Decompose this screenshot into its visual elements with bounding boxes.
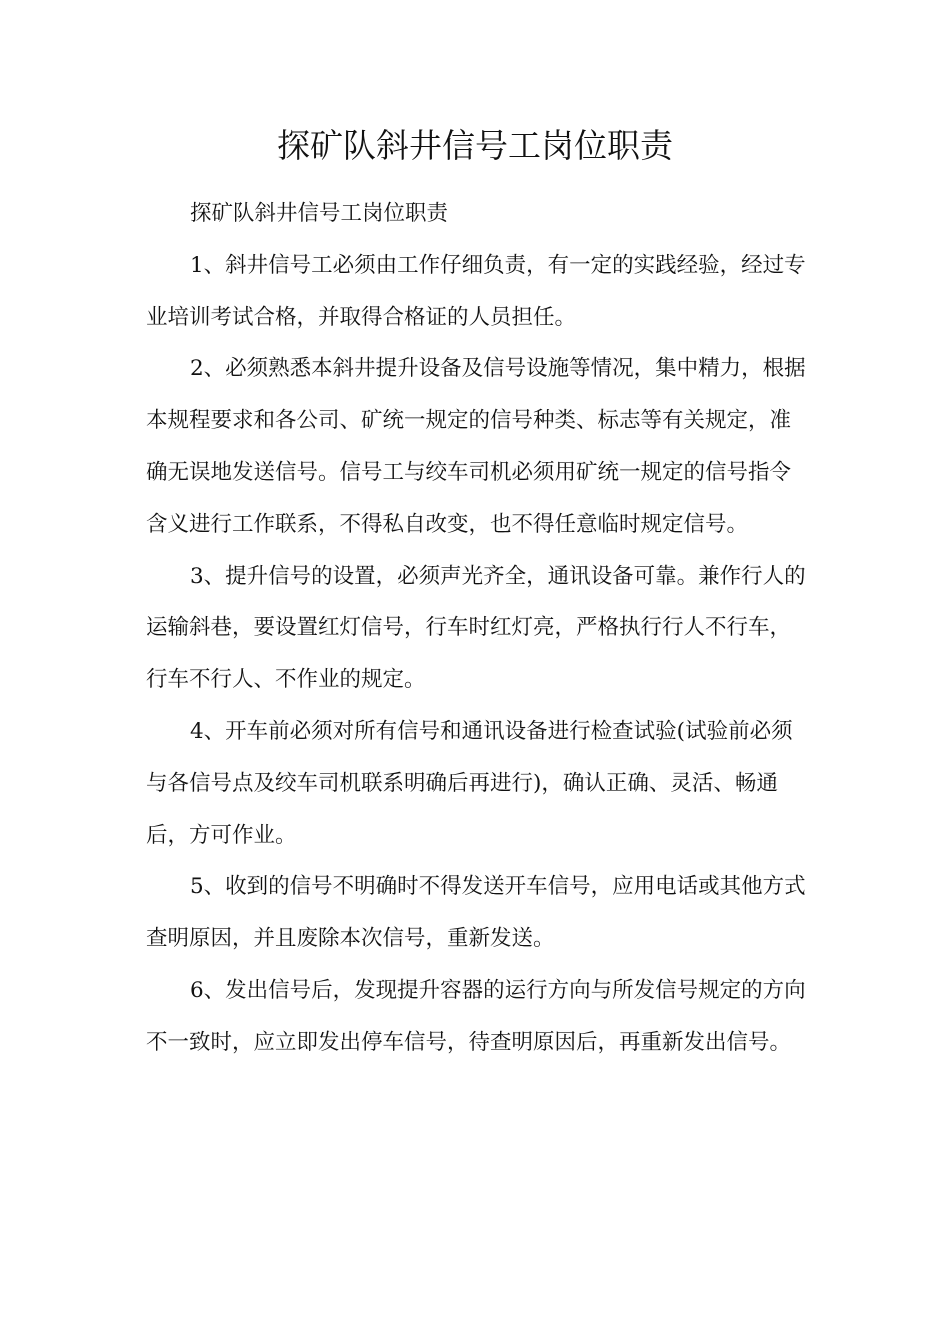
duty-paragraph-6: 6、发出信号后，发现提升容器的运行方向与所发信号规定的方向不一致时，应立即发出停车信号，待查明原因后，再重新发出信号。 <box>146 977 806 1055</box>
duty-paragraph-3: 3、提升信号的设置，必须声光齐全，通讯设备可靠。兼作行人的运输斜巷，要设置红灯信号，行车时红灯亮，严格执行行人不行车，行车不行人、不作业的规定。 <box>146 563 806 693</box>
duty-paragraph-1: 1、斜井信号工必须由工作仔细负责，有一定的实践经验，经过专业培训考试合格，并取得合格证的人员担任。 <box>146 252 806 330</box>
duty-paragraph-5: 5、收到的信号不明确时不得发送开车信号，应用电话或其他方式查明原因，并且废除本次信号，重新发送。 <box>146 874 806 952</box>
duty-paragraph-2: 2、必须熟悉本斜井提升设备及信号设施等情况，集中精力，根据本规程要求和各公司、矿统一规定的信号种类、标志等有关规定，准确无误地发送信号。信号工与绞车司机必须用矿统一规定的信号指令含义进行工作联系，不得私自改变，也不得任意临时规定信号。 <box>146 356 806 537</box>
document-body <box>146 188 806 1069</box>
document-title: 探矿队斜井信号工岗位职责 <box>277 126 673 165</box>
duty-paragraph-4: 4、开车前必须对所有信号和通讯设备进行检查试验(试验前必须与各信号点及绞车司机联系明确后再进行)，确认正确、灵活、畅通后，方可作业。 <box>146 718 793 848</box>
subtitle-paragraph: 探矿队斜井信号工岗位职责 <box>190 201 449 226</box>
